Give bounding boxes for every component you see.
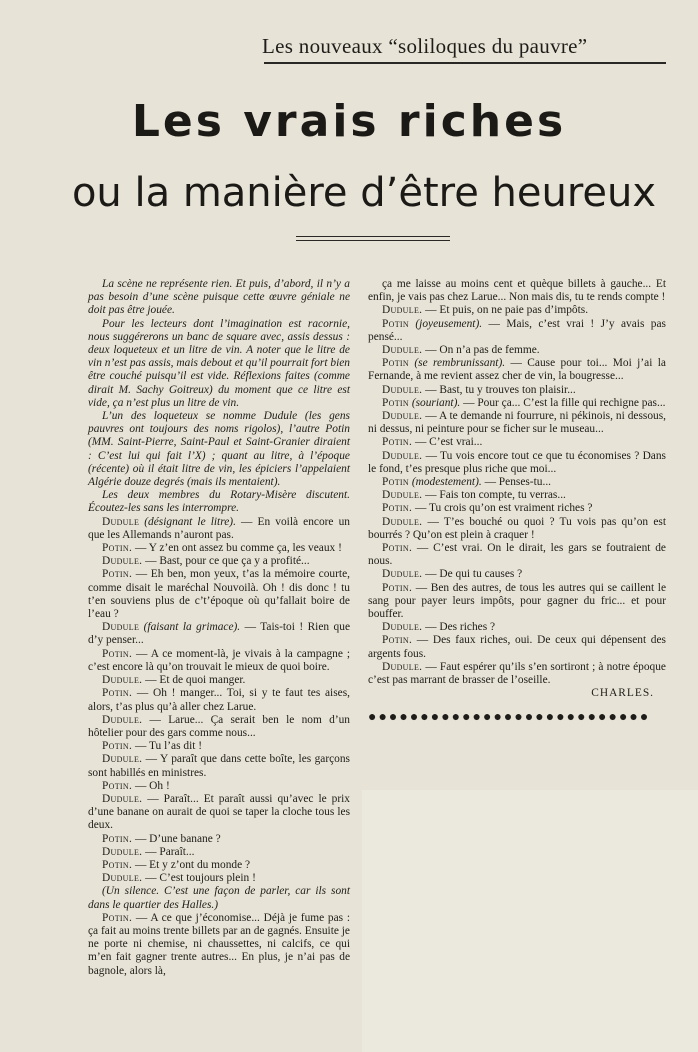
paragraph-text: — Oh ! <box>132 779 170 792</box>
speaker-name: Potin. <box>102 687 133 700</box>
speaker-name: Potin. <box>102 542 133 555</box>
speaker-name: Dudule. <box>382 568 423 581</box>
paragraph-text: — Cause pour toi... Moi j’ai la Fernande, à me revient assez cher de vin, la bougresse... <box>368 357 666 383</box>
paragraph <box>88 846 350 859</box>
paragraph-text: — De qui tu causes ? <box>422 568 523 581</box>
speaker-name: Dudule. <box>382 383 423 396</box>
paragraph-text: La scène ne représente rien. Et puis, d’abord, il n’y a pas besoin d’une scène puisque cette œuvre géniale ne doit pas être jouée. <box>88 278 350 317</box>
paragraph <box>368 344 666 357</box>
paragraph <box>88 318 350 410</box>
blank-area <box>362 790 698 1052</box>
paragraph <box>88 410 350 489</box>
speaker-name: Dudule. <box>382 621 423 634</box>
speaker-name: Dudule. <box>102 555 143 568</box>
paragraph-text: — T’es bouché ou quoi ? Tu vois pas qu’on est bourrés ? Qu’on est plein à craquer ! <box>368 515 666 541</box>
speaker-name: Potin. <box>102 911 133 924</box>
speaker-name: Dudule. <box>382 344 423 357</box>
title-divider <box>296 236 450 241</box>
paragraph-text: — Y paraît que dans cette boîte, les garçons sont habillés en ministres. <box>88 753 350 779</box>
paragraph-text: — En voilà encore un que les Allemands n’auront pas. <box>88 515 350 541</box>
paragraph <box>368 318 666 344</box>
stage-direction: (modestement). <box>411 476 482 489</box>
paragraph <box>368 489 666 502</box>
paragraph-text: — Des faux riches, oui. De ceux qui dépensent des argents fous. <box>368 634 666 660</box>
paragraph <box>368 410 666 436</box>
speaker-name: Potin. <box>382 581 413 594</box>
paragraph <box>88 793 350 833</box>
speaker-name: Dudule. <box>382 410 423 423</box>
paragraph <box>368 278 666 304</box>
paragraph-text: — A ce que j’économise... Déjà je fume pas : ça fait au moins trente billets par an de gagnés. Ensuite je ne porte ni chemise, ni chaussettes, ni calcifs, ce qui m’en fait gagner trente autres... En plus, je n’ai pas de bagnole, alors là, <box>88 911 350 977</box>
paragraph-text: — A te demande ni fourrure, ni pékinois, ni dessous, ni dessus, ni peinture pour se ficher sur le museau... <box>368 410 666 436</box>
paragraph-text: — Tu vois encore tout ce que tu économises ? Dans le fond, t’es presque plus riche que moi... <box>368 449 666 475</box>
paragraph-text: — Bast, pour ce que ça y a profité... <box>142 555 310 568</box>
paragraph-text: — D’une banane ? <box>132 832 221 845</box>
speaker-name: Potin. <box>382 542 413 555</box>
paragraph <box>368 476 666 489</box>
paragraph-text: (Un silence. C’est une façon de parler, car ils sont dans le quartier des Halles.) <box>88 885 350 911</box>
paragraph-text: — Y z’en ont assez bu comme ça, les veaux ! <box>132 542 342 555</box>
paragraph-text: — Larue... Ça serait ben le nom d’un hôtelier pour des gars comme nous... <box>88 713 350 739</box>
paragraph <box>88 740 350 753</box>
paragraph <box>368 357 666 383</box>
speaker-name: Dudule. <box>382 449 423 462</box>
paragraph-text: ça me laisse au moins cent et quèque billets à gauche... Et enfin, je vais pas chez Larue... Non mais dis, tu te rends compte ! <box>368 278 666 304</box>
paragraph-text: — Et puis, on ne paie pas d’impôts. <box>422 304 589 317</box>
speaker-name: Dudule. <box>102 845 143 858</box>
paragraph <box>88 872 350 885</box>
speaker-name: Dudule <box>102 621 140 634</box>
stage-direction: (souriant). <box>411 396 461 409</box>
speaker-name: Potin. <box>102 568 133 581</box>
paragraph-text: — On n’a pas de femme. <box>422 344 540 357</box>
ornament-divider: ●●●●●●●●●●●●●●●●●●●●●●●●●●● <box>368 710 651 724</box>
paragraph-text: — Tu crois qu’on est vraiment riches ? <box>412 502 593 515</box>
paragraph <box>88 833 350 846</box>
paragraph-text: Les deux membres du Rotary-Misère discutent. Écoutez-les sans les interrompre. <box>88 489 350 515</box>
paragraph <box>368 436 666 449</box>
speaker-name: Potin. <box>102 858 133 871</box>
stage-direction: (faisant la grimace). <box>143 621 241 634</box>
paragraph-text: — Tu l’as dit ! <box>132 740 203 753</box>
speaker-name: Dudule <box>102 515 140 528</box>
stage-direction: (se rembrunissant). <box>414 357 506 370</box>
paragraph-text: — Et y z’ont du monde ? <box>132 858 251 871</box>
paragraph-text: — C’est toujours plein ! <box>142 872 256 885</box>
paragraph-text: — Tais-toi ! Rien que d’y penser... <box>88 621 351 647</box>
speaker-name: Dudule. <box>102 753 143 766</box>
paragraph-text: — Fais ton compte, tu verras... <box>422 489 566 502</box>
paragraph-text: — Eh ben, mon yeux, t’as la mémoire courte, comme disait le maréchal Nouvoilà. Oh ! dis donc ! tu t’en souviens plus de c’t’époque où qu’fallait boire de l’eau ? <box>88 568 350 621</box>
section-rule <box>264 62 666 64</box>
speaker-name: Potin <box>382 357 409 370</box>
paragraph-text: L’un des loqueteux se nomme Dudule (les gens pauvres ont toujours des noms rigolos), l’autre Potin (MM. Saint-Pierre, Saint-Paul et Saint-Granier diraient : C’est lui qui fait l’X) ; quant au litre, à l’époque (récente) où il était litre de vin, les épiciers l’appelaient Algérie douze degrés (mais ils mentaient). <box>88 410 350 489</box>
stage-direction: (joyeusement). <box>415 317 483 330</box>
paragraph <box>88 568 350 621</box>
paragraph <box>88 674 350 687</box>
speaker-name: Dudule. <box>102 792 143 805</box>
speaker-name: Dudule. <box>102 713 143 726</box>
speaker-name: Potin. <box>102 832 133 845</box>
paragraph-text: — C’est vrai... <box>412 436 483 449</box>
speaker-name: Dudule. <box>102 872 143 885</box>
paragraph <box>88 687 350 713</box>
speaker-name: Potin <box>382 396 409 409</box>
paragraph-text: — Ben des autres, de tous les autres qui se caillent le sang pour payer leurs impôts, pour gagner du fric... et pour bouffer. <box>368 581 666 621</box>
paragraph <box>88 489 350 515</box>
left-column <box>88 278 350 978</box>
paragraph-text: — Faut espérer qu’ils s’en sortiront ; à notre époque c’est pas marrant de brasser de l’oseille. <box>368 660 666 687</box>
speaker-name: Potin. <box>382 502 413 515</box>
paragraph <box>368 384 666 397</box>
article-title: Les vrais riches <box>131 96 567 147</box>
author-signature: CHARLES. <box>591 687 654 700</box>
paragraph <box>88 542 350 555</box>
paragraph <box>368 621 666 634</box>
speaker-name: Dudule. <box>382 660 423 673</box>
paragraph <box>368 450 666 476</box>
paragraph-text: — Et de quoi manger. <box>142 674 246 687</box>
paragraph <box>368 397 666 410</box>
paragraph <box>88 648 350 674</box>
speaker-name: Dudule. <box>382 304 423 317</box>
article-subtitle: ou la manière d’être heureux <box>71 170 657 216</box>
paragraph-text: — Bast, tu y trouves ton plaisir... <box>422 383 576 396</box>
paragraph-text: — Des riches ? <box>422 621 496 634</box>
paragraph-text: — C’est vrai. On le dirait, les gars se foutraient de nous. <box>368 542 666 568</box>
paragraph <box>88 780 350 793</box>
paragraph <box>368 304 666 317</box>
paragraph-text: — Penses-tu... <box>481 476 552 489</box>
speaker-name: Dudule. <box>382 489 423 502</box>
speaker-name: Dudule. <box>102 674 143 687</box>
section-title: Les nouveaux “soliloques du pauvre” <box>262 34 588 58</box>
paragraph-text: — Oh ! manger... Toi, si y te faut tes aises, alors, t’as plus qu’à aller chez Larue. <box>88 687 350 713</box>
speaker-name: Potin <box>382 476 409 489</box>
speaker-name: Potin <box>382 317 409 330</box>
paragraph <box>88 885 350 911</box>
paragraph-text: — Mais, c’est vrai ! J’y avais pas pensé... <box>368 317 666 343</box>
paragraph <box>368 502 666 515</box>
paragraph <box>88 621 350 647</box>
speaker-name: Potin. <box>382 634 413 647</box>
paragraph <box>368 568 666 581</box>
speaker-name: Potin. <box>102 740 133 753</box>
paragraph <box>88 912 350 978</box>
speaker-name: Dudule. <box>382 515 423 528</box>
paragraph <box>88 714 350 740</box>
paragraph <box>88 516 350 542</box>
stage-direction: (désignant le litre). <box>144 515 236 528</box>
speaker-name: Potin. <box>102 779 133 792</box>
paragraph-text: — Paraît... Et paraît aussi qu’avec le prix d’une banane on aurait de quoi se taper la cloche tous les deux. <box>88 792 350 832</box>
paragraph <box>368 516 666 542</box>
paragraph <box>88 278 350 318</box>
right-column <box>368 278 666 724</box>
paragraph <box>88 555 350 568</box>
paragraph <box>368 542 666 568</box>
paragraph <box>368 634 666 660</box>
speaker-name: Potin. <box>382 436 413 449</box>
paragraph-text: — A ce moment-là, je vivais à la campagne ; c’est encore là qu’on trouvait le mieux de quoi boire. <box>88 647 350 673</box>
speaker-name: Potin. <box>102 647 133 660</box>
paragraph-text: — Paraît... <box>142 845 195 858</box>
paragraph-text: — Pour ça... C’est la fille qui rechigne pas... <box>460 396 666 409</box>
paragraph <box>88 859 350 872</box>
paragraph-text: Pour les lecteurs dont l’imagination est racornie, nous suggérerons un banc de square avec, assis dessus : deux loqueteux et un litre de vin. A noter que le litre de vin n’est pas assis, mais debout et qu’il pourrait fort bien être couché puisqu’il est vide. Réflexions faites (comme dirait M. Sachy Goitreux) du moment que ce litre est vide, ça n’est plus un litre de vin. <box>88 317 350 409</box>
paragraph <box>368 582 666 622</box>
paragraph <box>368 661 666 687</box>
paragraph <box>88 753 350 779</box>
